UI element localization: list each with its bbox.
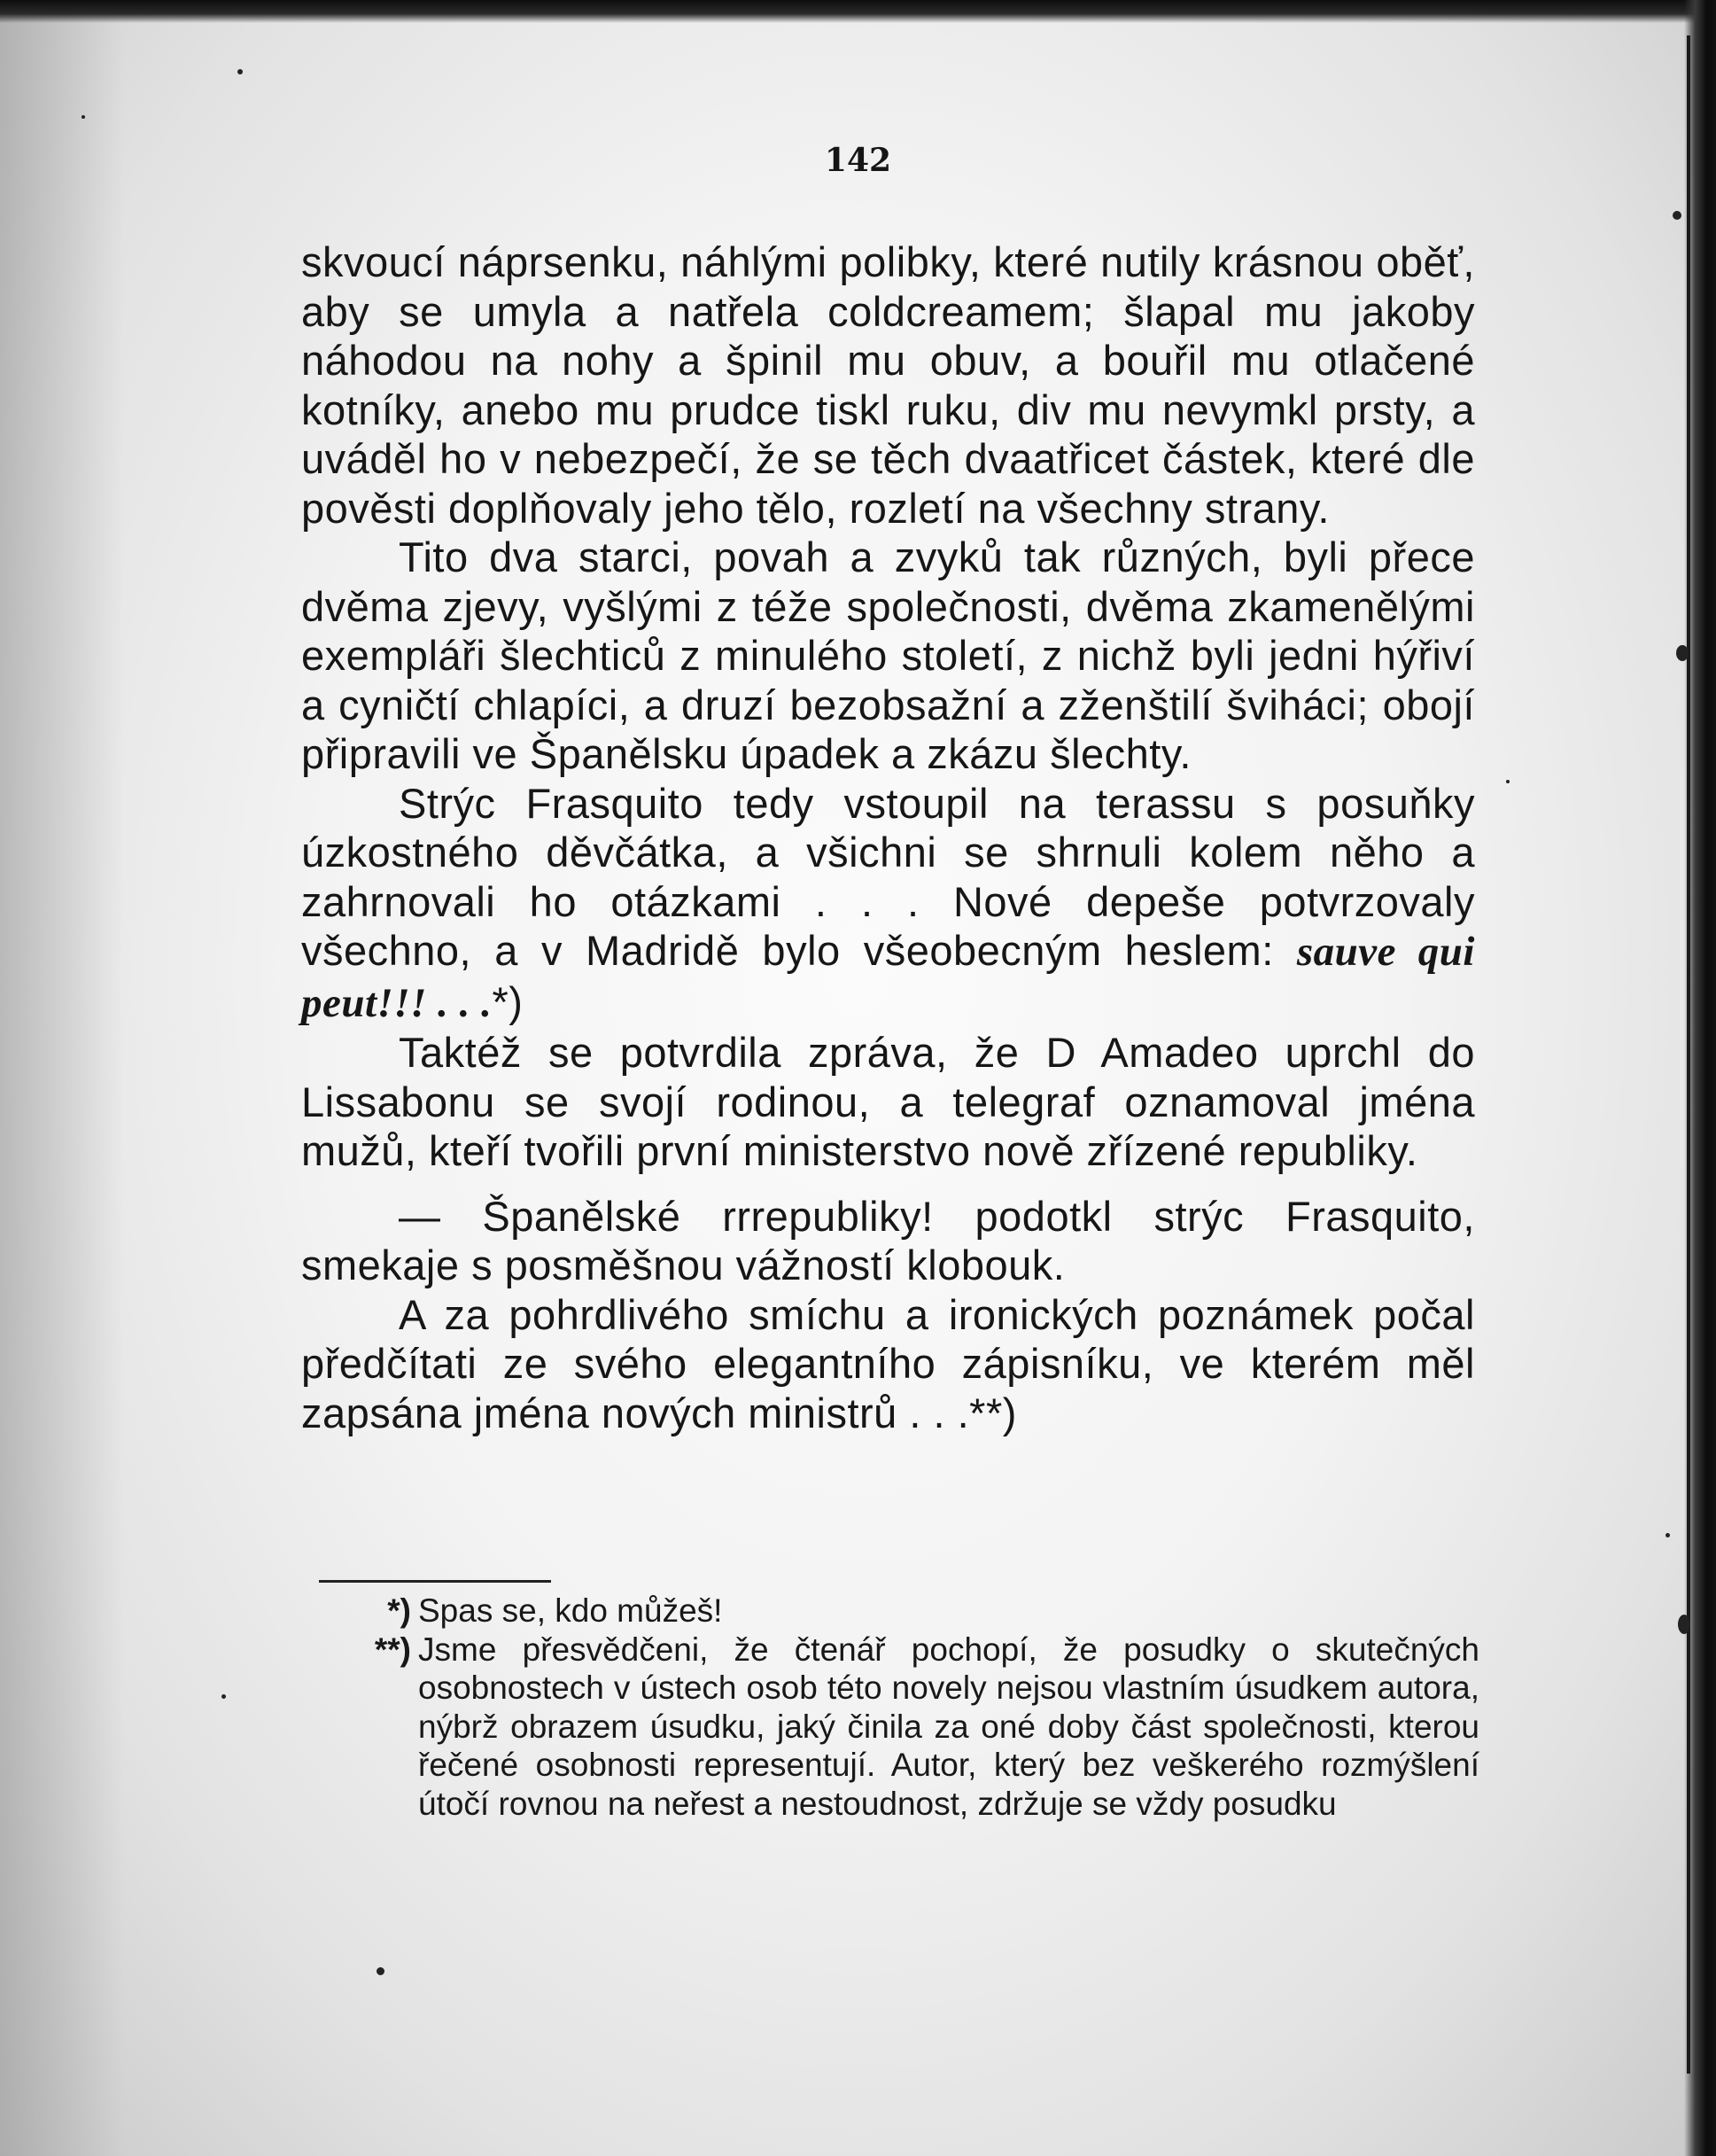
footnote-ref: *): [492, 977, 524, 1025]
dialogue-paragraph: — Španělské rrrepubliky! podotkl strýc Frasquito, smekaje s posměšnou vážností klobouk.: [301, 1192, 1475, 1288]
dust-speck: [1666, 1533, 1670, 1537]
page-shadow-left: [0, 0, 124, 2156]
dust-speck: [1506, 780, 1510, 783]
main-text: [301, 237, 1475, 1437]
paragraph-text: Strýc Frasquito tedy vstoupil na terassu s posuňky úzkostného děvčátka, a všichni se shrnuli kolem něho a zahrnovali ho otázkami . . . Nové depeše potvrzovaly všechno, a v Madridě bylo všeobecným heslem:: [301, 779, 1475, 974]
dust-speck: [1676, 645, 1689, 661]
footnote-divider: [319, 1580, 551, 1583]
paragraph: A za pohrdlivého smíchu a ironických poznámek počal předčítati ze svého elegantního zápisníku, ve kterém měl zapsána jména nových ministrů . . .**): [301, 1290, 1475, 1436]
footnote-text: Spas se, kdo můžeš!: [418, 1592, 723, 1629]
page-number: 142: [824, 142, 892, 179]
footnote-mark: **): [374, 1631, 411, 1668]
paragraph: [301, 779, 1475, 1029]
scan-top-edge: [0, 0, 1716, 23]
dust-speck: [1673, 211, 1681, 220]
dust-speck: [377, 1967, 384, 1975]
binding-rule: [1687, 35, 1690, 2074]
dust-speck: [1678, 1615, 1690, 1634]
paragraph: Taktéž se potvrdila zpráva, že D Amadeo uprchl do Lissabonu se svojí rodinou, a telegraf oznamoval jména mužů, kteří tvořili první ministerstvo nově zřízené republiky.: [301, 1029, 1475, 1174]
footnotes: [319, 1592, 1479, 1823]
footnote-mark: *): [387, 1592, 411, 1629]
footnote-text: Jsme přesvědčeni, že čtenář pochopí, že posudky o skutečných osobnostech v ústech osob této novely nejsou vlastním úsudkem autora, nýbrž obrazem úsudku, jaký činila za oné doby část společnosti, kterou řečené osobnosti representují. Autor, který bez veškerého rozmýšlení útočí rovnou na neřest a nestoudnost, zdržuje se vždy posudku: [418, 1631, 1479, 1822]
italic-quote: sauve qui peut!!! . . .: [301, 929, 1475, 1026]
dust-speck: [221, 1694, 226, 1699]
paragraph: skvoucí náprsenku, náhlými polibky, které nutily krásnou oběť, aby se umyla a natřela coldcreamem; šlapal mu jakoby náhodou na nohy a špinil mu obuv, a bouřil mu otlačené kotníky, anebo mu prudce tiskl ruku, div mu nevymkl prsty, a uváděl ho v nebezpečí, že se těch dvaatřicet částek, které dle pověsti doplňovaly jeho tělo, rozletí na všechny strany.: [301, 238, 1475, 532]
dust-speck: [237, 69, 243, 74]
paragraph: Tito dva starci, povah a zvyků tak různých, byli přece dvěma zjevy, vyšlými z téže společnosti, dvěma zkamenělými exempláři šlechticů z minulého století, z nichž byli jedni hýřiví a cyničtí chlapíci, a druzí bezobsažní a zženštilí šviháci; obojí připravili ve Španělsku úpadek a zkázu šlechty.: [301, 533, 1475, 777]
footnote: [319, 1631, 1479, 1824]
dust-speck: [82, 115, 85, 119]
footnote: [319, 1592, 1479, 1631]
